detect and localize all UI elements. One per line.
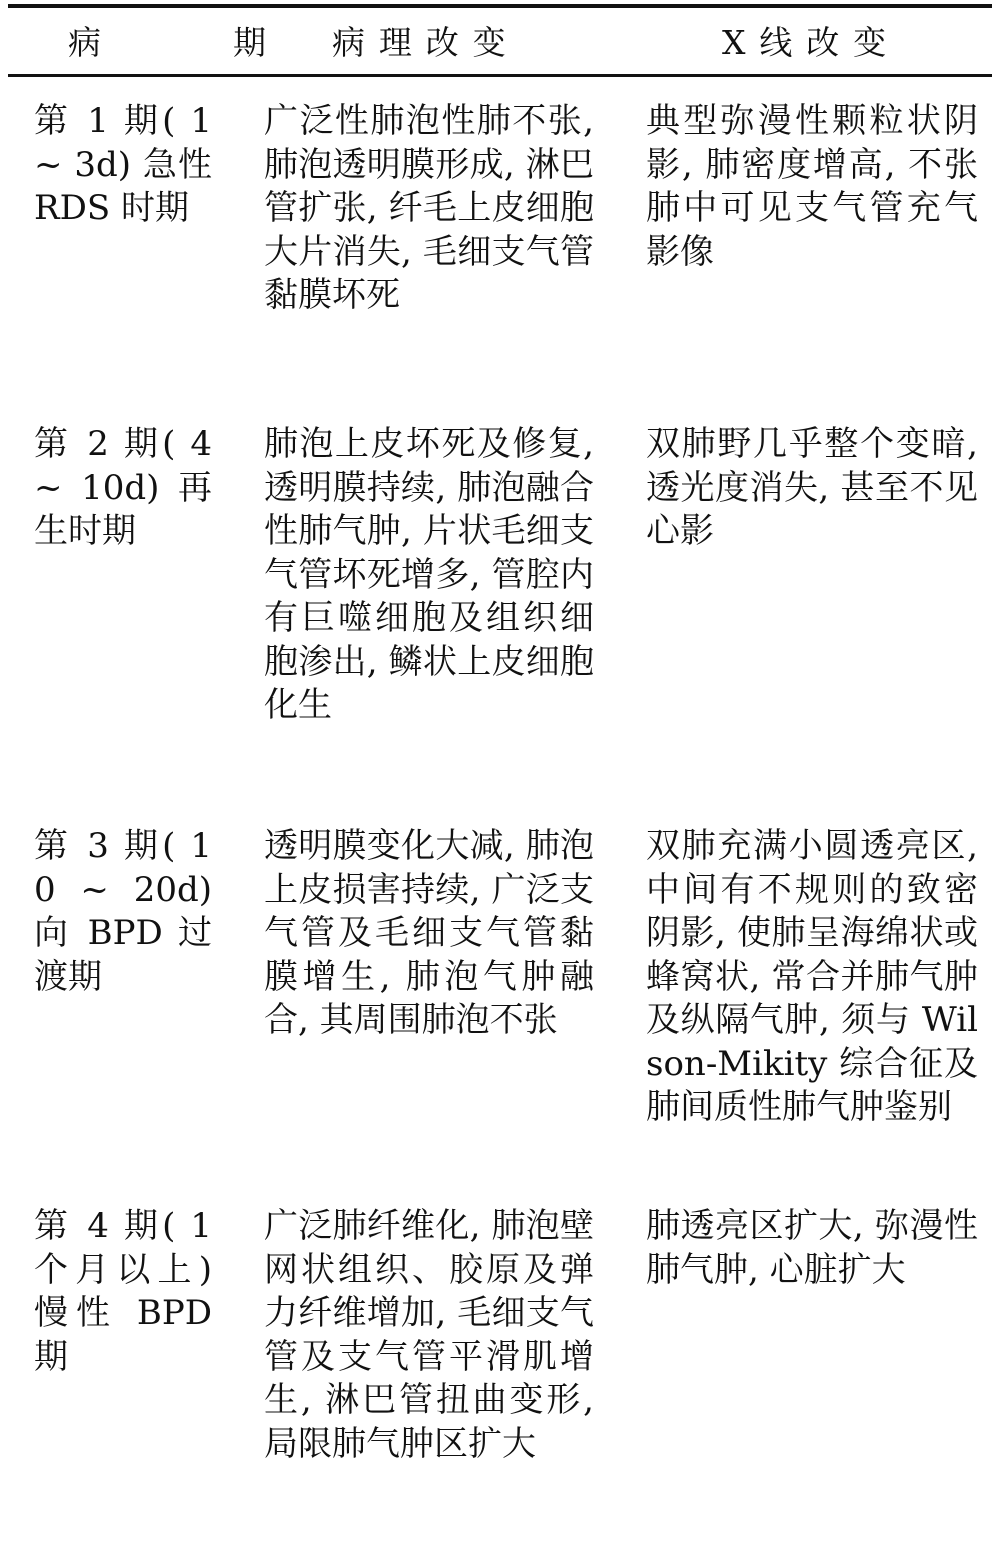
table-row — [8, 423, 992, 813]
stage-cell: 第 1 期( 1 ~ 3d) 急性 RDS 时期 — [34, 101, 212, 228]
header-xray: X线改变 — [722, 23, 900, 62]
xray-cell: 典型弥漫性颗粒状阴影, 肺密度增高, 不张肺中可见支气管充气影像 — [646, 101, 978, 272]
pathology-cell: 肺泡上皮坏死及修复, 透明膜持续, 肺泡融合性肺气肿, 片状毛细支气管坏死增多, 管腔内有巨噬细胞及组织细胞渗出, 鳞状上皮细胞化生 — [264, 424, 594, 725]
stage-cell: 第 4 期( 1 个月以上) 慢性 BPD 期 — [34, 1206, 212, 1377]
table-top-rule — [8, 4, 992, 8]
pathology-cell: 广泛肺纤维化, 肺泡壁网状组织、胶原及弹力纤维增加, 毛细支气管及支气管平滑肌增生, 淋巴管扭曲变形, 局限肺气肿区扩大 — [264, 1206, 594, 1464]
pathology-cell: 广泛性肺泡性肺不张, 肺泡透明膜形成, 淋巴管扩张, 纤毛上皮细胞大片消失, 毛细支气管黏膜坏死 — [264, 101, 594, 315]
stage-cell: 第 2 期( 4 ~ 10d) 再生时期 — [34, 424, 212, 551]
stage-cell: 第 3 期( 10 ~ 20d) 向 BPD 过渡期 — [34, 826, 212, 997]
header-pathology: 病理改变 — [332, 23, 520, 62]
header-stage: 病 期 — [68, 23, 316, 62]
pathology-cell: 透明膜变化大减, 肺泡上皮损害持续, 广泛支气管及毛细支气管黏膜增生, 肺泡气肿融合, 其周围肺泡不张 — [264, 826, 594, 1040]
table-row — [8, 825, 992, 1195]
table-row — [8, 100, 992, 400]
table-header-rule — [8, 74, 992, 77]
table-row — [8, 1205, 992, 1525]
table-header-row — [8, 18, 992, 68]
xray-cell: 肺透亮区扩大, 弥漫性肺气肿, 心脏扩大 — [646, 1206, 978, 1290]
xray-cell: 双肺野几乎整个变暗, 透光度消失, 甚至不见心影 — [646, 424, 978, 551]
xray-cell: 双肺充满小圆透亮区, 中间有不规则的致密阴影, 使肺呈海绵状或蜂窝状, 常合并肺气肿及纵隔气肿, 须与 Wilson-Mikity 综合征及肺间质性肺气肿鉴别 — [646, 826, 978, 1127]
